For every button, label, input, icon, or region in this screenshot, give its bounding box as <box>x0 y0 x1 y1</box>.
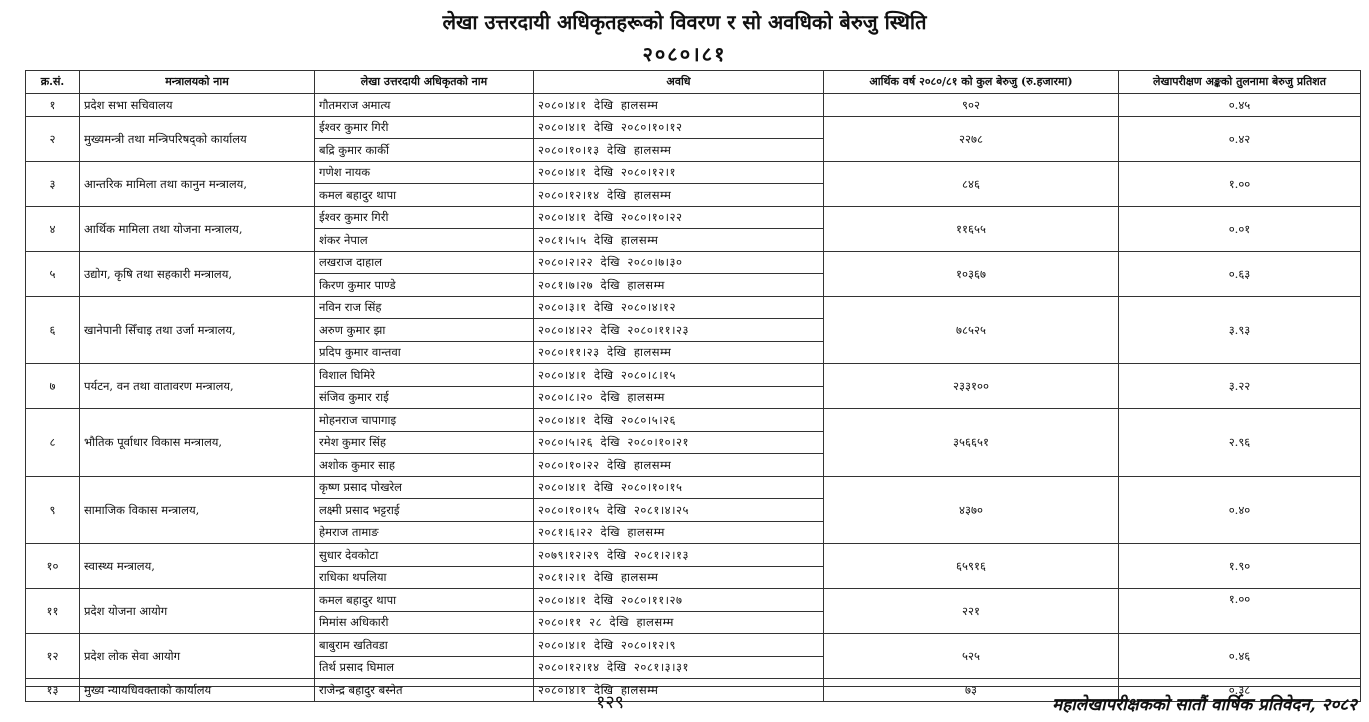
cell-period: २०८१।५।५ देखि हालसम्म <box>534 229 824 252</box>
cell-percent: १.९० <box>1119 544 1361 589</box>
header-sn: क्र.सं. <box>26 71 80 94</box>
cell-ministry: स्वास्थ्य मन्त्रालय, <box>80 544 315 589</box>
cell-period: २०८०।१२।१४ देखि हालसम्म <box>534 184 824 207</box>
cell-officer: रमेश कुमार सिंह <box>315 431 534 454</box>
table-header-row <box>26 71 1361 94</box>
cell-sn: ५ <box>26 251 80 296</box>
cell-officer: अरुण कुमार झा <box>315 319 534 342</box>
table-row <box>26 589 1361 612</box>
table-row <box>26 544 1361 567</box>
cell-percent: ०.४५ <box>1119 94 1361 117</box>
table-row <box>26 409 1361 432</box>
fiscal-year-heading: २०८०।८१ <box>642 42 727 66</box>
cell-period: २०८०।१०।१५ देखि २०८१।४।२५ <box>534 499 824 522</box>
cell-percent: ३.२२ <box>1119 364 1361 409</box>
cell-period: २०८१।७।२७ देखि हालसम्म <box>534 274 824 297</box>
cell-period: २०८०।५।२६ देखि २०८०।१०।२१ <box>534 431 824 454</box>
cell-percent: ०.६३ <box>1119 251 1361 296</box>
cell-officer: बद्रि कुमार कार्की <box>315 139 534 162</box>
cell-total: १०३६७ <box>824 251 1119 296</box>
cell-ministry: प्रदेश लोक सेवा आयोग <box>80 634 315 679</box>
cell-ministry: भौतिक पूर्वाधार विकास मन्त्रालय, <box>80 409 315 477</box>
table-row <box>26 476 1361 499</box>
cell-percent: २.९६ <box>1119 409 1361 477</box>
table-row <box>26 94 1361 117</box>
cell-officer: बाबुराम खतिवडा <box>315 634 534 657</box>
cell-officer: नविन राज सिंह <box>315 296 534 319</box>
cell-period: २०८१।६।२२ देखि हालसम्म <box>534 521 824 544</box>
cell-sn: ४ <box>26 206 80 251</box>
header-total: आर्थिक वर्ष २०८०/८१ को कुल बेरुजु (रु.हजारमा) <box>824 71 1119 94</box>
cell-total: ९०२ <box>824 94 1119 117</box>
cell-sn: ९ <box>26 476 80 544</box>
table-row <box>26 206 1361 229</box>
cell-period: २०८०।४।१ देखि २०८०।१०।२२ <box>534 206 824 229</box>
cell-period: २०८०।४।१ देखि २०८०।५।२६ <box>534 409 824 432</box>
table-row <box>26 251 1361 274</box>
cell-period: २०८०।११।२३ देखि हालसम्म <box>534 341 824 364</box>
cell-percent: ०.३८ <box>1119 679 1361 702</box>
cell-ministry: प्रदेश योजना आयोग <box>80 589 315 634</box>
cell-period: २०८०।११ २८ देखि हालसम्म <box>534 611 824 634</box>
cell-officer: सुधार देवकोटा <box>315 544 534 567</box>
cell-total: ५२५ <box>824 634 1119 679</box>
cell-officer: संजिव कुमार राई <box>315 386 534 409</box>
cell-period: २०८०।१०।२२ देखि हालसम्म <box>534 454 824 477</box>
cell-officer: मिमांस अधिकारी <box>315 611 534 634</box>
cell-officer: कृष्ण प्रसाद पोखरेल <box>315 476 534 499</box>
table-row <box>26 116 1361 139</box>
cell-officer: ईश्वर कुमार गिरी <box>315 206 534 229</box>
cell-officer: विशाल घिमिरे <box>315 364 534 387</box>
cell-period: २०८०।४।१ देखि २०८०।८।१५ <box>534 364 824 387</box>
cell-sn: ७ <box>26 364 80 409</box>
cell-period: २०८०।१०।१३ देखि हालसम्म <box>534 139 824 162</box>
header-percent: लेखापरीक्षण अङ्कको तुलनामा बेरुजु प्रतिशत <box>1119 71 1361 94</box>
cell-total: ८४६ <box>824 161 1119 206</box>
cell-total: ६५९१६ <box>824 544 1119 589</box>
header-officer: लेखा उत्तरदायी अधिकृतको नाम <box>315 71 534 94</box>
table-row <box>26 161 1361 184</box>
cell-total: ४३७० <box>824 476 1119 544</box>
cell-ministry: पर्यटन, वन तथा वातावरण मन्त्रालय, <box>80 364 315 409</box>
cell-officer: लक्ष्मी प्रसाद भट्टराई <box>315 499 534 522</box>
cell-percent: ०.४२ <box>1119 116 1361 161</box>
cell-period: २०८०।४।१ देखि २०८०।१०।१२ <box>534 116 824 139</box>
table-row <box>26 364 1361 387</box>
cell-period: २०८०।४।१ देखि २०८०।१२।१ <box>534 161 824 184</box>
cell-sn: ८ <box>26 409 80 477</box>
cell-sn: १ <box>26 94 80 117</box>
cell-officer: लखराज दाहाल <box>315 251 534 274</box>
table-row <box>26 634 1361 657</box>
cell-percent: १.०० <box>1119 589 1361 634</box>
header-period: अवधि <box>534 71 824 94</box>
cell-period: २०८०।४।१ देखि २०८०।११।२७ <box>534 589 824 612</box>
cell-officer: ईश्वर कुमार गिरी <box>315 116 534 139</box>
cell-period: २०८०।२।२२ देखि २०८०।७।३० <box>534 251 824 274</box>
cell-sn: ३ <box>26 161 80 206</box>
cell-period: २०८०।४।१ देखि हालसम्म <box>534 94 824 117</box>
cell-officer: राजेन्द्र बहादुर बस्नेत <box>315 679 534 702</box>
cell-ministry: मुख्यमन्त्री तथा मन्त्रिपरिषद्को कार्यालय <box>80 116 315 161</box>
cell-sn: १० <box>26 544 80 589</box>
cell-sn: १२ <box>26 634 80 679</box>
cell-period: २०७९।१२।२९ देखि २०८१।२।१३ <box>534 544 824 567</box>
cell-period: २०८०।३।१ देखि २०८०।४।१२ <box>534 296 824 319</box>
accountable-officers-table <box>25 70 1361 702</box>
report-table-title: लेखा उत्तरदायी अधिकृतहरूको विवरण र सो अवधिको बेरुजु स्थिति <box>442 10 927 34</box>
cell-sn: ६ <box>26 296 80 364</box>
cell-sn: ११ <box>26 589 80 634</box>
cell-ministry: सामाजिक विकास मन्त्रालय, <box>80 476 315 544</box>
cell-total: ७८५२५ <box>824 296 1119 364</box>
cell-period: २०८०।४।२२ देखि २०८०।११।२३ <box>534 319 824 342</box>
cell-officer: प्रदिप कुमार वान्तवा <box>315 341 534 364</box>
cell-percent: ०.४० <box>1119 476 1361 544</box>
cell-period: २०८०।८।२० देखि हालसम्म <box>534 386 824 409</box>
cell-ministry: आर्थिक मामिला तथा योजना मन्त्रालय, <box>80 206 315 251</box>
cell-ministry: मुख्य न्यायधिवक्ताको कार्यालय <box>80 679 315 702</box>
cell-total: २३३१०० <box>824 364 1119 409</box>
report-title-footer: महालेखापरीक्षकको सातौं वार्षिक प्रतिवेदन, २०८२ <box>1052 695 1357 715</box>
cell-officer: कमल बहादुर थापा <box>315 589 534 612</box>
cell-total: २२७८ <box>824 116 1119 161</box>
cell-officer: हेमराज तामाङ <box>315 521 534 544</box>
table-row <box>26 296 1361 319</box>
cell-officer: किरण कुमार पाण्डे <box>315 274 534 297</box>
cell-percent: ३.९३ <box>1119 296 1361 364</box>
cell-officer: गणेश नायक <box>315 161 534 184</box>
cell-officer: कमल बहादुर थापा <box>315 184 534 207</box>
footer-divider <box>25 686 1360 687</box>
cell-ministry: खानेपानी सिँचाइ तथा उर्जा मन्त्रालय, <box>80 296 315 364</box>
cell-total: ११६५५ <box>824 206 1119 251</box>
cell-officer: गौतमराज अमात्य <box>315 94 534 117</box>
table-body <box>26 94 1361 702</box>
cell-ministry: उद्योग, कृषि तथा सहकारी मन्त्रालय, <box>80 251 315 296</box>
cell-period: २०८०।४।१ देखि हालसम्म <box>534 679 824 702</box>
cell-period: २०८०।१२।१४ देखि २०८१।३।३१ <box>534 656 824 679</box>
cell-percent: ०.४६ <box>1119 634 1361 679</box>
cell-officer: शंकर नेपाल <box>315 229 534 252</box>
cell-total: ७३ <box>824 679 1119 702</box>
cell-sn: २ <box>26 116 80 161</box>
cell-ministry: आन्तरिक मामिला तथा कानुन मन्त्रालय, <box>80 161 315 206</box>
page-number: १२९ <box>595 692 625 713</box>
cell-period: २०८०।४।१ देखि २०८०।१०।१५ <box>534 476 824 499</box>
cell-sn: १३ <box>26 679 80 702</box>
cell-officer: तिर्थ प्रसाद घिमाल <box>315 656 534 679</box>
cell-period: २०८१।२।१ देखि हालसम्म <box>534 566 824 589</box>
cell-percent: १.०० <box>1119 161 1361 206</box>
cell-officer: अशोक कुमार साह <box>315 454 534 477</box>
cell-officer: मोहनराज चापागाइ <box>315 409 534 432</box>
cell-period: २०८०।४।१ देखि २०८०।१२।९ <box>534 634 824 657</box>
cell-total: ३५६६५१ <box>824 409 1119 477</box>
header-ministry: मन्त्रालयको नाम <box>80 71 315 94</box>
cell-total: २२१ <box>824 589 1119 634</box>
cell-ministry: प्रदेश सभा सचिवालय <box>80 94 315 117</box>
cell-officer: राधिका थपलिया <box>315 566 534 589</box>
cell-percent: ०.०१ <box>1119 206 1361 251</box>
